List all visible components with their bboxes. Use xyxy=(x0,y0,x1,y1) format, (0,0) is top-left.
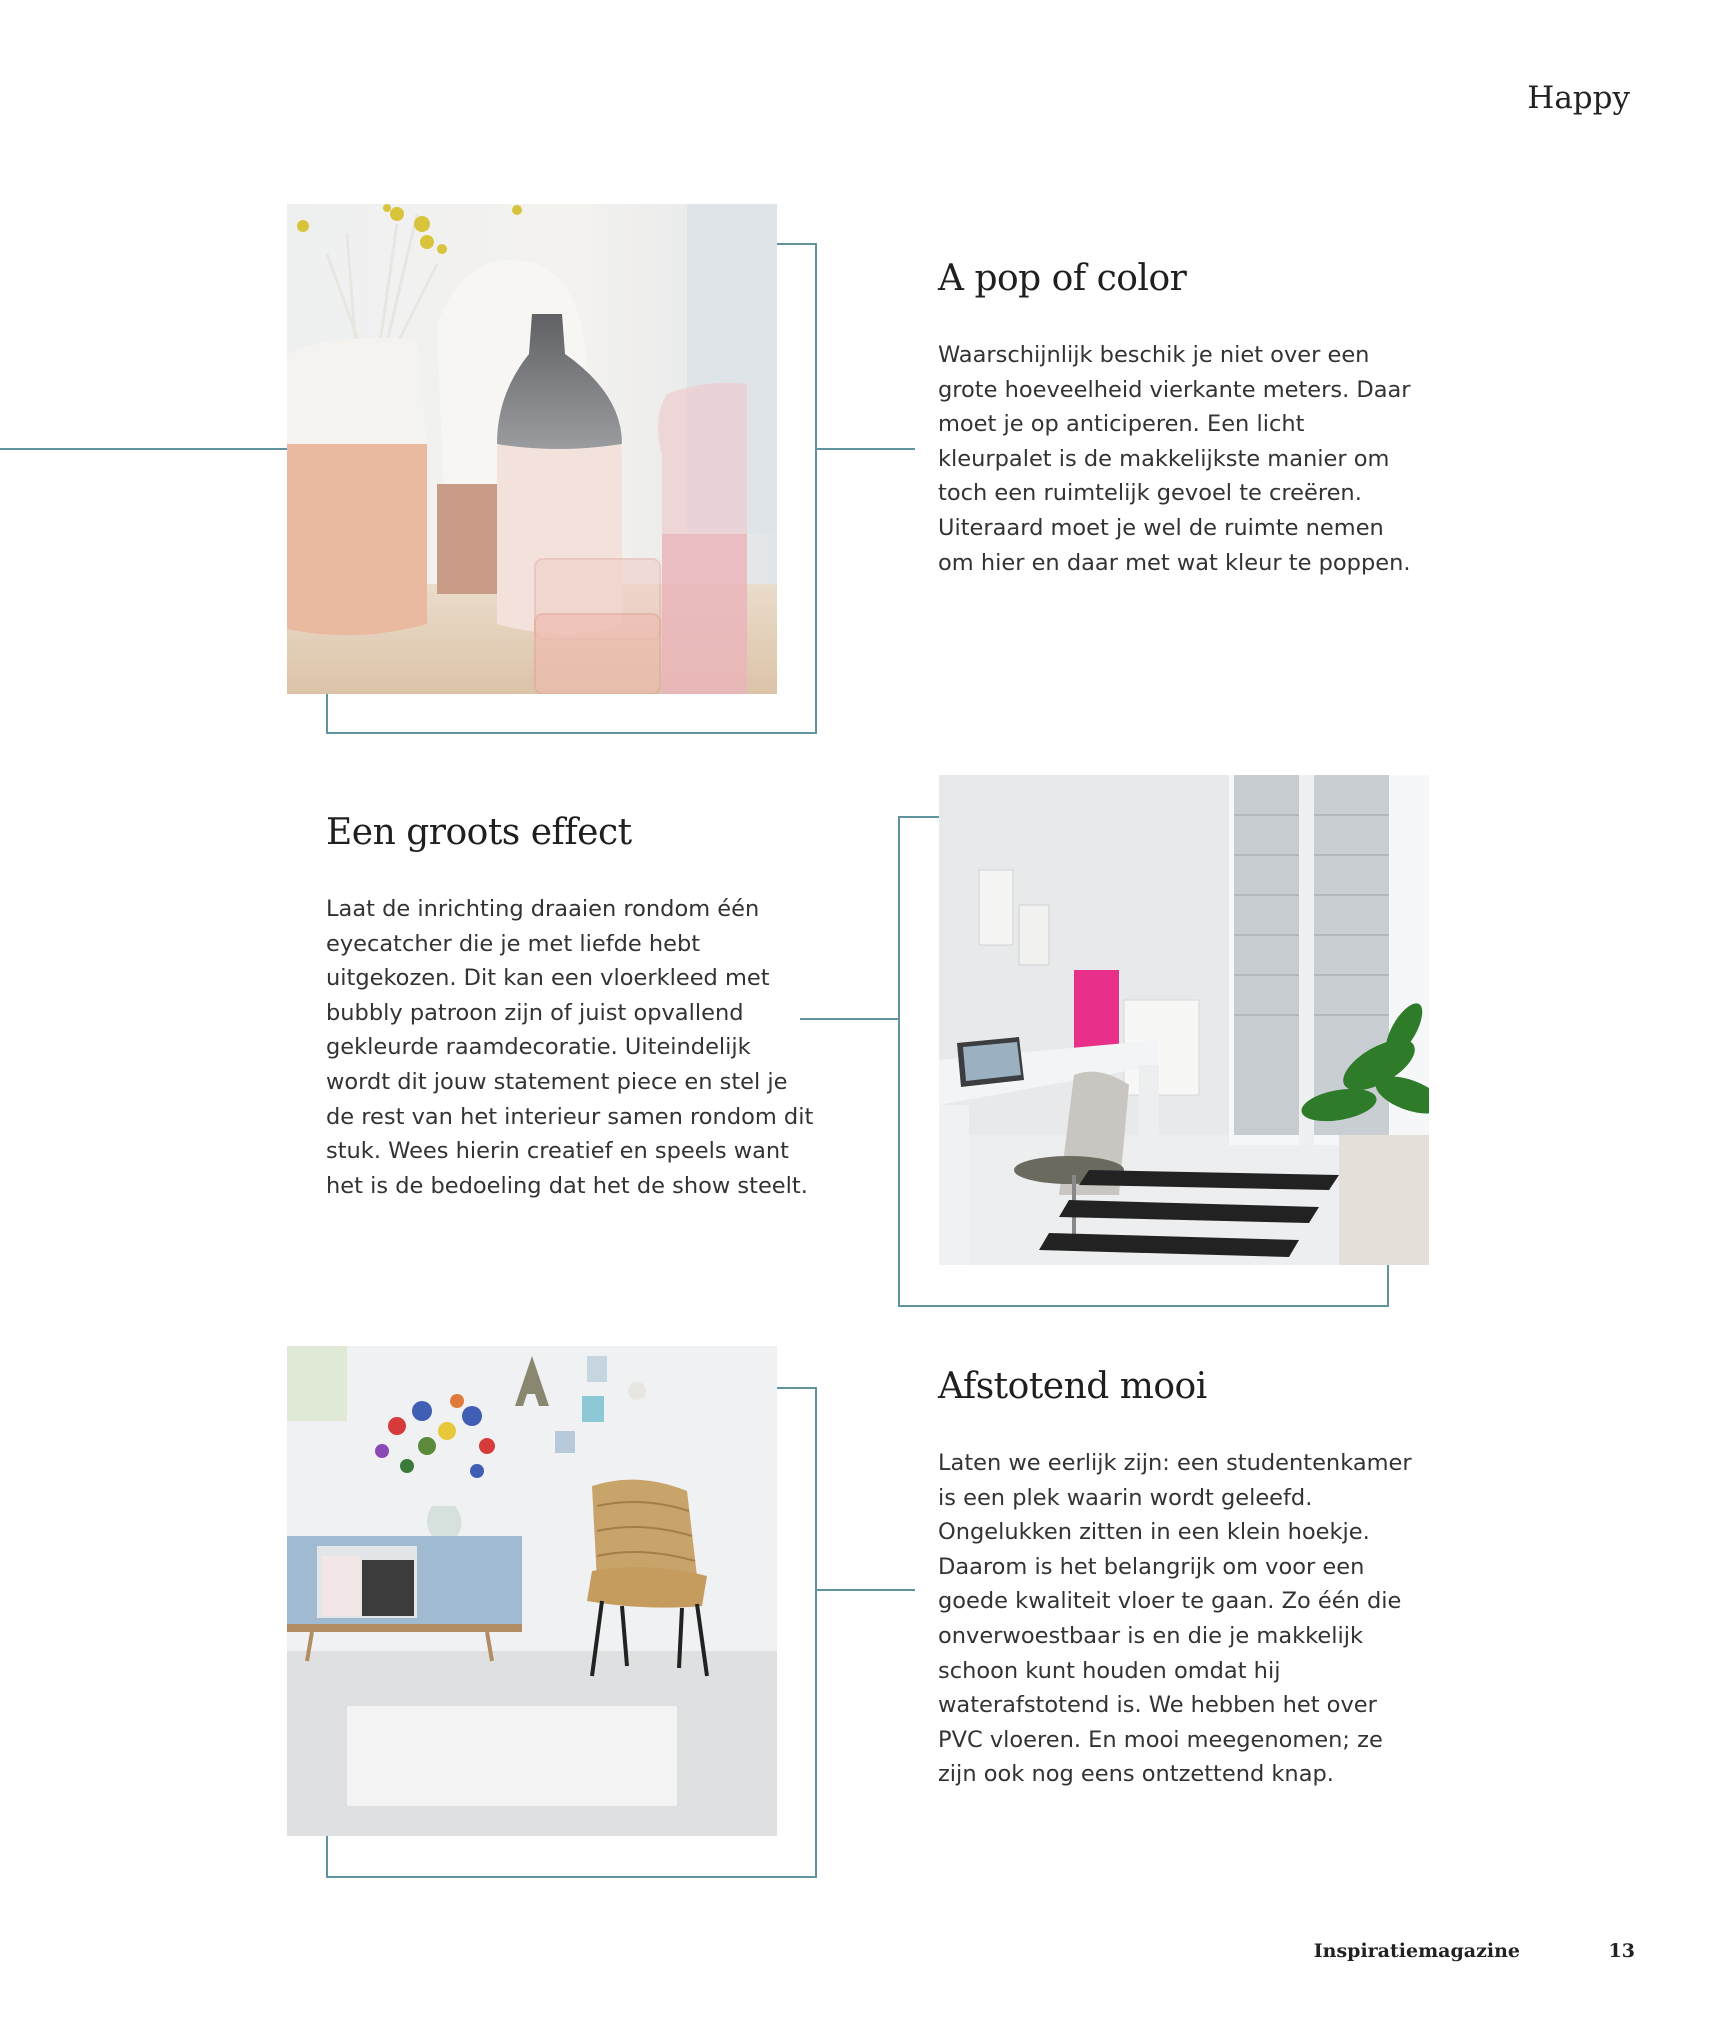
connector-line xyxy=(816,1589,915,1591)
section-body: Waarschijnlijk beschik je niet over een grote hoeveelheid vierkante meters. Daar moet je op anticiperen. Een licht kleurpalet is de makkelijkste manier om toch een ruimtelijk gevoel te creëren. Uiteraard moet je wel de ruimte nemen om hier en daar met wat kleur te poppen. xyxy=(938,342,1411,576)
workspace-photo xyxy=(939,775,1429,1265)
connector-line xyxy=(0,448,287,450)
page-number: 13 xyxy=(1608,1940,1635,1962)
section-tag: Happy xyxy=(1527,80,1630,116)
connector-line xyxy=(816,448,915,450)
section-heading: Een groots effect xyxy=(326,812,632,853)
section-body: Laten we eerlijk zijn: een studentenkamer is een plek waarin wordt geleefd. Ongelukken zitten in een klein hoekje. Daarom is het belangrijk om voor een goede kwaliteit vloer te gaan. Zo één die onverwoestbaar is en die je makkelijk schoon kunt houden omdat hij waterafstotend is. We hebben het over PVC vloeren. En mooi meegenomen; ze zijn ook nog eens ontzettend knap. xyxy=(938,1450,1412,1788)
vases-photo xyxy=(287,204,777,694)
section-heading: Afstotend mooi xyxy=(938,1366,1207,1407)
section-body: Laat de inrichting draaien rondom één eyecatcher die je met liefde hebt uitgekozen. Dit kan een vloerkleed met bubbly patroon zijn of juist opvallend gekleurde raamdecoratie. Uiteindelijk wordt dit jouw statement piece en stel je de rest van het interieur samen rondom dit stuk. Wees hierin creatief en speels want het is de bedoeling dat het de show steelt. xyxy=(326,896,814,1199)
sideboard-photo xyxy=(287,1346,777,1836)
connector-line xyxy=(800,1018,900,1020)
section-heading: A pop of color xyxy=(938,258,1187,299)
footer-magazine-name: Inspiratiemagazine xyxy=(1313,1940,1520,1962)
